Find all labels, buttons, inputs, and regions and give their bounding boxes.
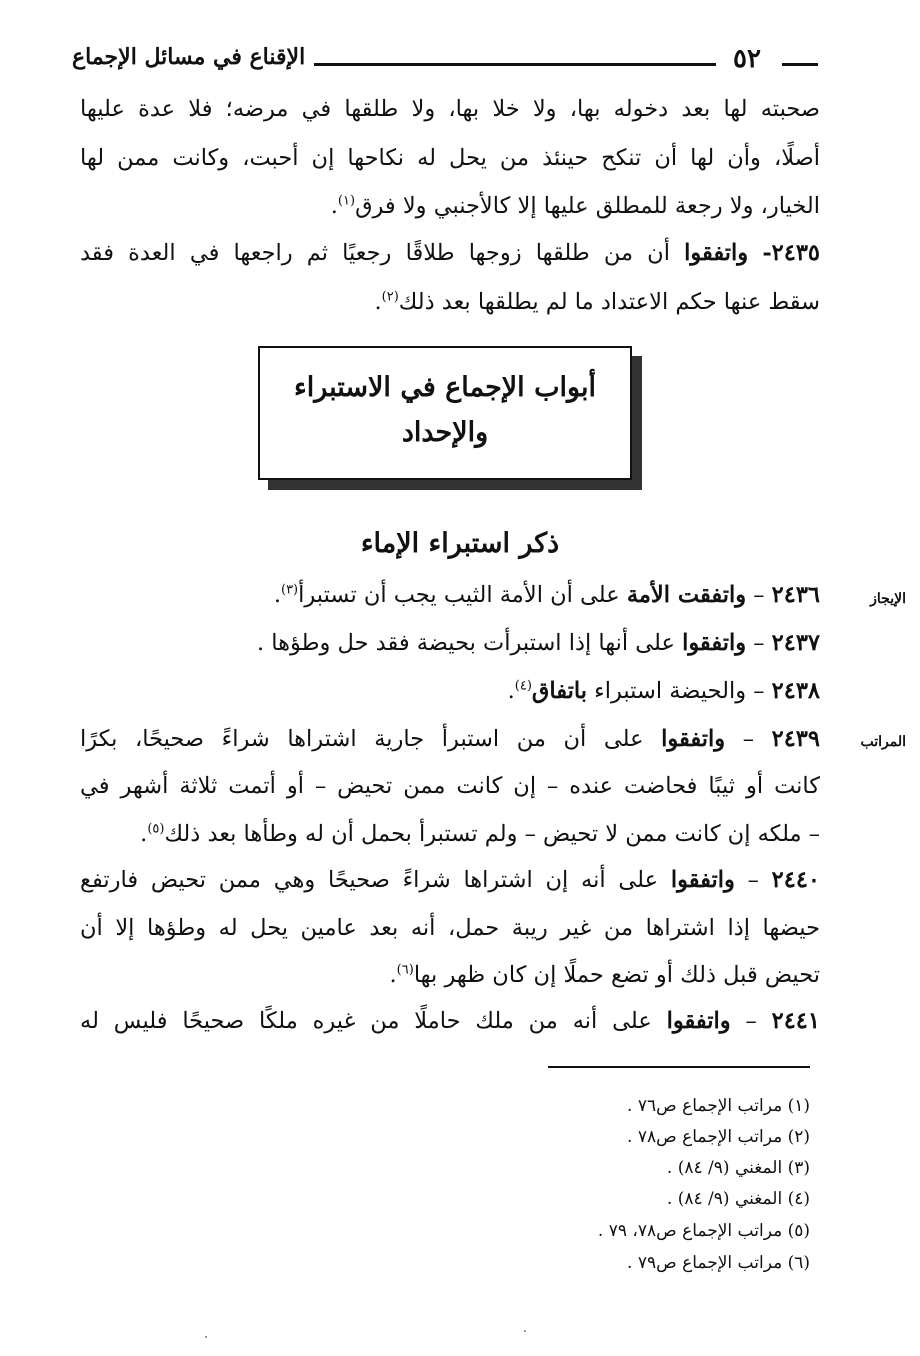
section-heading-box xyxy=(258,346,632,480)
book-title: الإقناع في مسائل الإجماع xyxy=(72,44,306,70)
body-line-3: الخيار، ولا رجعة للمطلق عليها إلا كالأجنبي ولا فرق$^{(١)}$. xyxy=(330,193,820,219)
scan-speck xyxy=(524,1330,526,1332)
item-2435-line-2: سقط عنها حكم الاعتداد ما لم يطلقها بعد ذلك$^{(٢)}$. xyxy=(374,289,820,315)
item-2440-line-1: ٢٤٤٠ – واتفقوا على أنه إن اشتراها شراءً صحيحًا وهي ممن تحيض فارتفع xyxy=(80,867,821,893)
header-rule-middle xyxy=(314,63,716,66)
item-2439-line-1: ٢٤٣٩ – واتفقوا على أن من استبرأ جارية اشتراها شراءً صحيحًا، بكرًا xyxy=(80,726,820,752)
section-heading-line-2: والإحداد xyxy=(401,416,489,448)
scan-speck xyxy=(205,1336,207,1338)
footnote-1: (١) مراتب الإجماع ص٧٦ . xyxy=(627,1096,810,1116)
item-2440-line-2: حيضها إذا اشتراها من غير ريبة حمل، أنه بعد عامين يحل له وطؤها إلا أن xyxy=(80,915,820,941)
subheading: ذكر استبراء الإماء xyxy=(360,528,560,559)
item-2436: ٢٤٣٦ – واتفقت الأمة على أن الأمة الثيب يجب أن تستبرأ$^{(٣)}$. xyxy=(273,582,820,608)
footnote-ref-5: (٥) xyxy=(147,821,165,837)
footnote-ref-1: (١) xyxy=(337,193,356,209)
item-2439-line-2: كانت أو ثيبًا فحاضت عنده – إن كانت ممن تحيض – أو أتمت ثلاثة أشهر في xyxy=(80,773,820,799)
margin-note-ijaz: الإيجاز xyxy=(870,591,906,607)
item-2438: ٢٤٣٨ – والحيضة استبراء باتفاق$^{(٤)}$. xyxy=(507,678,820,704)
item-2435-line-1: ٢٤٣٥- واتفقوا أن من طلقها زوجها طلاقًا رجعيًا ثم راجعها في العدة فقد xyxy=(80,240,821,266)
footnote-ref-2: (٢) xyxy=(381,289,399,305)
item-2440-line-3: تحيض قبل ذلك أو تضع حملًا إن كان ظهر بها$^{(٦)}$. xyxy=(389,962,820,988)
footnote-separator xyxy=(548,1066,810,1068)
header-rule-right xyxy=(782,63,818,66)
body-line-2: أصلًا، وأن لها أن تنكح حينئذ من يحل له نكاحها إن أحبت، وكانت ممن لها xyxy=(80,145,820,171)
footnote-ref-3: (٣) xyxy=(280,582,299,598)
margin-note-maratib: المراتب xyxy=(860,734,906,750)
footnote-4: (٤) المغني (٩/ ٨٤) . xyxy=(666,1189,810,1209)
item-2437: ٢٤٣٧ – واتفقوا على أنها إذا استبرأت بحيضة فقد حل وطؤها . xyxy=(256,630,820,656)
footnote-5: (٥) مراتب الإجماع ص٧٨، ٧٩ . xyxy=(597,1221,810,1241)
section-heading-line-1: أبواب الإجماع في الاستبراء xyxy=(294,372,596,403)
footnote-6: (٦) مراتب الإجماع ص٧٩ . xyxy=(627,1253,810,1273)
item-2441-line-1: ٢٤٤١ – واتفقوا على أنه من ملك حاملًا من غيره ملكًا صحيحًا فليس له xyxy=(80,1008,820,1034)
body-line-1: صحبته لها بعد دخوله بها، ولا خلا بها، ولا طلقها في مرضه؛ فلا عدة عليها xyxy=(80,96,820,122)
footnote-3: (٣) المغني (٩/ ٨٤) . xyxy=(666,1158,810,1178)
page-number: ٥٢ xyxy=(733,44,761,74)
item-2439-line-3: – ملكه إن كانت ممن لا تحيض – ولم تستبرأ بحمل أن له وطأها بعد ذلك$^{(٥)}$. xyxy=(140,821,820,847)
footnote-ref-6: (٦) xyxy=(396,962,414,978)
footnote-ref-4: (٤) xyxy=(514,678,532,694)
footnote-2: (٢) مراتب الإجماع ص٧٨ . xyxy=(627,1127,810,1147)
